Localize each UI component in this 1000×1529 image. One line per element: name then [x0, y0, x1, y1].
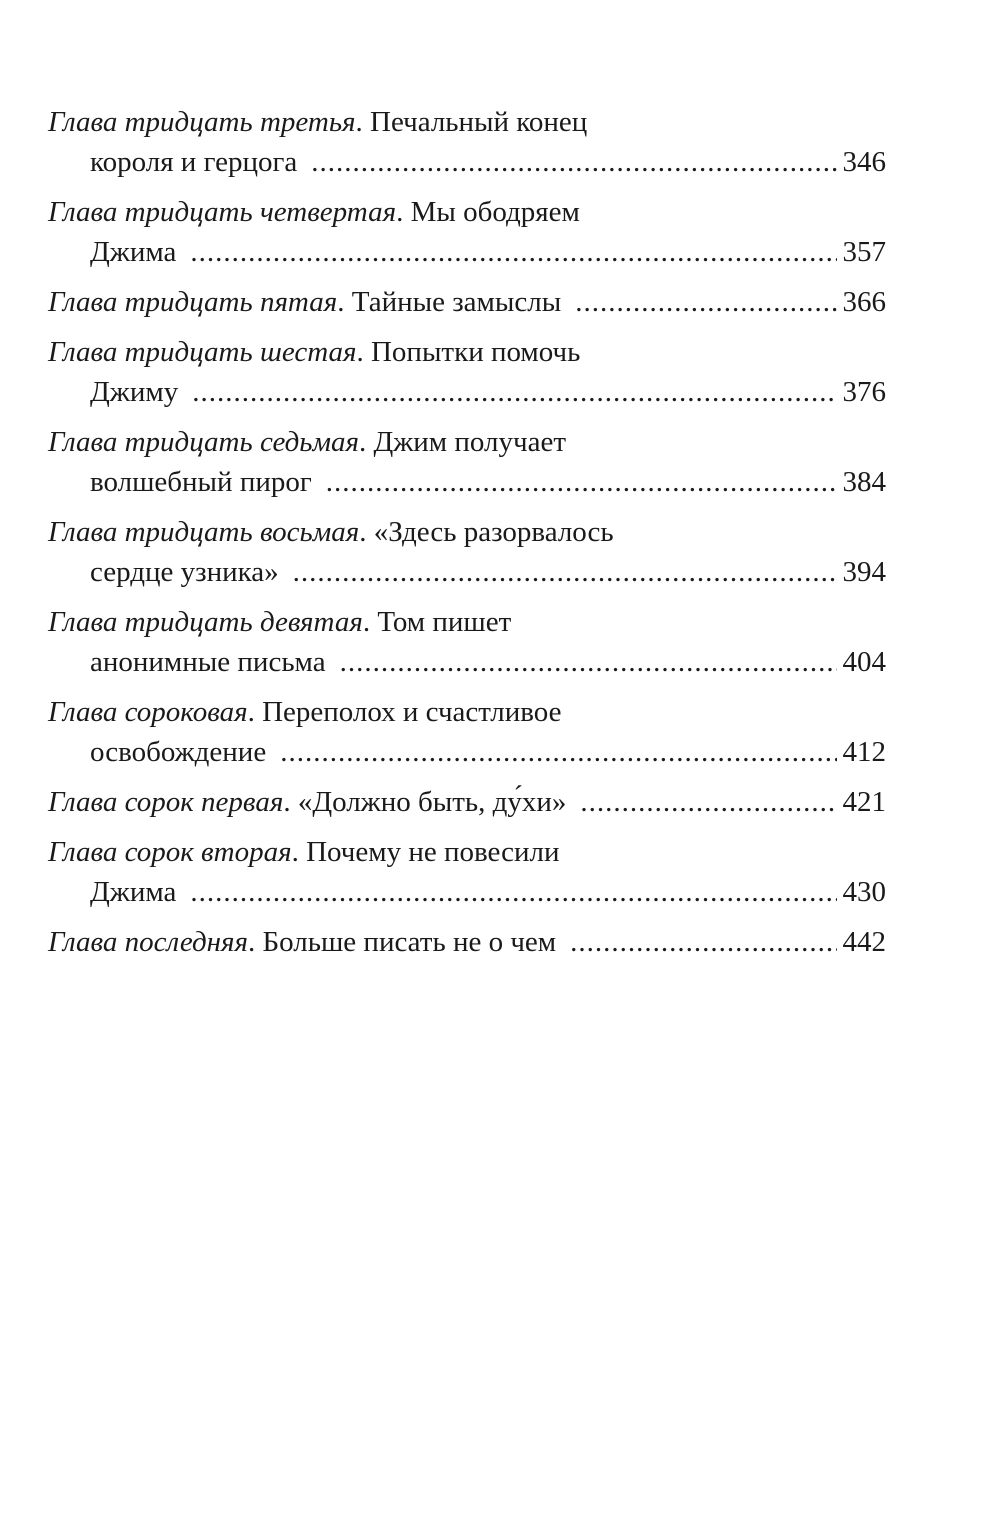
toc-entry-heading: Глава тридцать девятая. Том пишет	[48, 606, 512, 638]
table-of-contents	[48, 102, 886, 972]
chapter-title: Почему не повесили	[306, 836, 560, 868]
toc-entry-continuation	[48, 552, 886, 592]
chapter-title: Мы ободряем	[410, 196, 580, 228]
chapter-number: Глава тридцать седьмая	[48, 426, 359, 458]
dot-leader	[570, 922, 836, 962]
toc-entry-39	[48, 602, 886, 682]
page-number: 346	[842, 146, 886, 178]
chapter-number: Глава сорок вторая	[48, 836, 292, 868]
chapter-number: Глава тридцать восьмая	[48, 516, 360, 548]
chapter-title-continued: короля и герцога	[90, 146, 298, 178]
page-number: 376	[842, 376, 886, 408]
chapter-number: Глава тридцать девятая	[48, 606, 363, 638]
chapter-title: Тайные замыслы	[351, 286, 562, 318]
toc-entry-41	[48, 782, 886, 822]
chapter-title: Том пишет	[377, 606, 512, 638]
toc-entry-line: Глава последняя. Больше писать не о чем ..... 442	[48, 922, 886, 962]
page-number: 412	[842, 736, 886, 768]
chapter-title-continued: Джиму	[90, 376, 179, 408]
toc-entry-continuation	[48, 642, 886, 682]
chapter-title: Попытки помочь	[370, 336, 581, 368]
toc-entry-heading: Глава сороковая. Переполох и счастливое	[48, 696, 562, 728]
page-number: 421	[842, 786, 886, 818]
dot-leader	[190, 872, 836, 912]
toc-entry-line: Глава сорок первая. «Должно быть, ду́хи» ..... 421	[48, 782, 886, 822]
chapter-title: Переполох и счастливое	[262, 696, 562, 728]
dot-leader	[575, 282, 836, 322]
chapter-title: Печальный конец	[370, 106, 588, 138]
toc-entry-last	[48, 922, 886, 962]
dot-leader	[280, 732, 836, 772]
chapter-number: Глава тридцать четвертая	[48, 196, 397, 228]
page-number: 394	[842, 556, 886, 588]
chapter-title: «Должно быть, ду́хи»	[297, 786, 567, 818]
chapter-number: Глава сороковая	[48, 696, 248, 728]
chapter-title: Больше писать не о чем	[262, 926, 557, 958]
dot-leader	[580, 782, 836, 822]
toc-entry-heading: Глава тридцать восьмая. «Здесь разорвалось	[48, 516, 614, 548]
chapter-title: «Здесь разорвалось	[373, 516, 614, 548]
toc-entry-heading: Глава тридцать шестая. Попытки помочь	[48, 336, 581, 368]
page-number: 366	[842, 286, 886, 318]
toc-entry-continuation	[48, 872, 886, 912]
toc-entry-37	[48, 422, 886, 502]
chapter-number: Глава тридцать пятая	[48, 286, 338, 318]
chapter-title-continued: волшебный пирог	[90, 466, 312, 498]
chapter-number: Глава последняя	[48, 926, 248, 958]
toc-entry-continuation	[48, 462, 886, 502]
toc-entry-line: Глава тридцать пятая. Тайные замыслы ..... 366	[48, 282, 886, 322]
toc-entry-heading: Глава сорок вторая. Почему не повесили	[48, 836, 560, 868]
toc-entry-42	[48, 832, 886, 912]
chapter-title-continued: Джима	[90, 236, 177, 268]
chapter-number: Глава тридцать шестая	[48, 336, 357, 368]
dot-leader	[190, 232, 836, 272]
toc-entry-35	[48, 282, 886, 322]
dot-leader	[311, 142, 836, 182]
chapter-number: Глава тридцать третья	[48, 106, 356, 138]
page-number: 404	[842, 646, 886, 678]
chapter-title: Джим получает	[373, 426, 567, 458]
chapter-title-continued: освобождение	[90, 736, 267, 768]
toc-entry-heading: Глава тридцать четвертая. Мы ободряем	[48, 196, 580, 228]
toc-entry-40	[48, 692, 886, 772]
toc-entry-continuation	[48, 232, 886, 272]
page-number: 442	[842, 926, 886, 958]
toc-entry-36	[48, 332, 886, 412]
toc-entry-38	[48, 512, 886, 592]
chapter-number: Глава сорок первая	[48, 786, 284, 818]
toc-entry-continuation	[48, 372, 886, 412]
page-number: 430	[842, 876, 886, 908]
chapter-title-continued: анонимные письма	[90, 646, 326, 678]
dot-leader	[340, 642, 837, 682]
chapter-title-continued: сердце узника»	[90, 556, 279, 588]
toc-entry-heading: Глава тридцать седьмая. Джим получает	[48, 426, 567, 458]
dot-leader	[192, 372, 836, 412]
toc-entry-heading: Глава тридцать третья. Печальный конец	[48, 106, 588, 138]
toc-entry-34	[48, 192, 886, 272]
dot-leader	[326, 462, 837, 502]
page-number: 384	[842, 466, 886, 498]
toc-entry-continuation	[48, 142, 886, 182]
toc-entry-33	[48, 102, 886, 182]
dot-leader	[293, 552, 837, 592]
page-number: 357	[842, 236, 886, 268]
chapter-title-continued: Джима	[90, 876, 177, 908]
toc-entry-continuation	[48, 732, 886, 772]
